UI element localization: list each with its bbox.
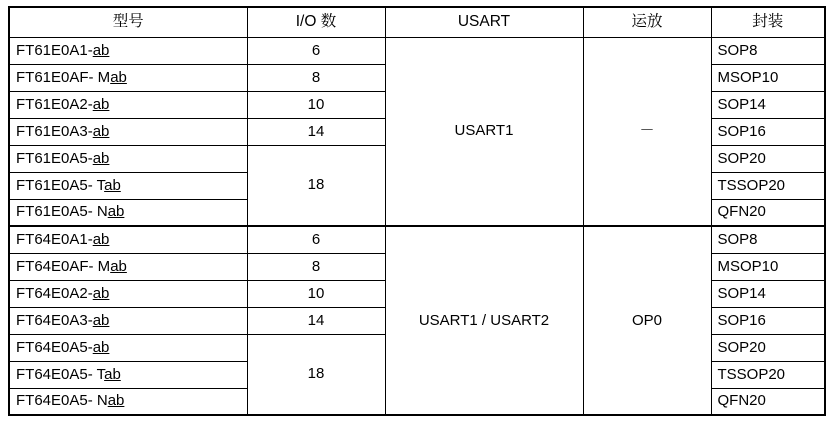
cell-io-count: 6 [247,226,385,253]
model-suffix: ab [104,176,121,194]
cell-io-count: 10 [247,91,385,118]
column-header-package: 封装 [711,7,825,37]
model-prefix: FT64E0A3- [16,311,93,329]
cell-package: SOP14 [711,280,825,307]
table-header-row [9,7,825,37]
model-prefix: FT61E0A1- [16,41,93,59]
model-suffix: ab [107,203,125,221]
cell-package: SOP8 [711,226,825,253]
model-suffix: ab [110,257,127,275]
cell-io-count: 10 [247,280,385,307]
model-suffix: ab [92,230,110,248]
cell-io-count: 18 [247,145,385,226]
table-header [9,7,825,37]
cell-model [9,388,247,415]
model-prefix: FT64E0A5- [16,338,93,356]
cell-package: MSOP10 [711,253,825,280]
cell-model [9,118,247,145]
column-header-opamp: 运放 [583,7,711,37]
model-prefix: FT64E0A5- T [16,365,105,383]
cell-io-count: 8 [247,64,385,91]
cell-model [9,280,247,307]
model-suffix: ab [92,122,110,140]
table-row [9,226,825,253]
cell-model [9,172,247,199]
cell-package: SOP20 [711,145,825,172]
column-header-io-count: I/O 数 [247,7,385,37]
cell-package: SOP16 [711,307,825,334]
model-suffix: ab [92,41,110,59]
cell-package: QFN20 [711,388,825,415]
model-prefix: FT64E0AF- M [16,257,111,275]
cell-package: SOP20 [711,334,825,361]
model-prefix: FT61E0A2- [16,95,93,113]
cell-usart: USART1 / USART2 [385,226,583,415]
model-suffix: ab [92,284,110,302]
cell-io-count: 18 [247,334,385,415]
cell-model [9,91,247,118]
model-suffix: ab [104,365,121,383]
model-suffix: ab [92,338,110,356]
column-header-usart: USART [385,7,583,37]
cell-package: TSSOP20 [711,361,825,388]
cell-model [9,64,247,91]
table-row [9,37,825,64]
cell-opamp: OP0 [583,226,711,415]
cell-package: SOP16 [711,118,825,145]
cell-model [9,226,247,253]
model-prefix: FT61E0A3- [16,122,93,140]
cell-model [9,334,247,361]
model-suffix: ab [110,68,127,86]
cell-package: QFN20 [711,199,825,226]
model-suffix: ab [107,392,125,410]
cell-model [9,361,247,388]
model-prefix: FT64E0A2- [16,284,93,302]
model-suffix: ab [92,149,110,167]
cell-package: TSSOP20 [711,172,825,199]
product-spec-table [8,6,826,416]
cell-io-count: 14 [247,118,385,145]
column-header-model: 型号 [9,7,247,37]
model-suffix: ab [92,311,110,329]
cell-model [9,145,247,172]
cell-package: SOP14 [711,91,825,118]
model-prefix: FT61E0A5- [16,149,93,167]
cell-usart: USART1 [385,37,583,226]
model-prefix: FT61E0A5- T [16,176,105,194]
cell-package: SOP8 [711,37,825,64]
cell-io-count: 6 [247,37,385,64]
model-prefix: FT61E0AF- M [16,68,111,86]
cell-model [9,253,247,280]
cell-model [9,37,247,64]
cell-model [9,307,247,334]
model-prefix: FT64E0A5- N [16,392,108,410]
cell-model [9,199,247,226]
cell-package: MSOP10 [711,64,825,91]
cell-io-count: 8 [247,253,385,280]
cell-opamp: － [583,37,711,226]
cell-io-count: 14 [247,307,385,334]
table-body [9,37,825,415]
model-prefix: FT61E0A5- N [16,203,108,221]
model-prefix: FT64E0A1- [16,230,93,248]
model-suffix: ab [92,95,110,113]
